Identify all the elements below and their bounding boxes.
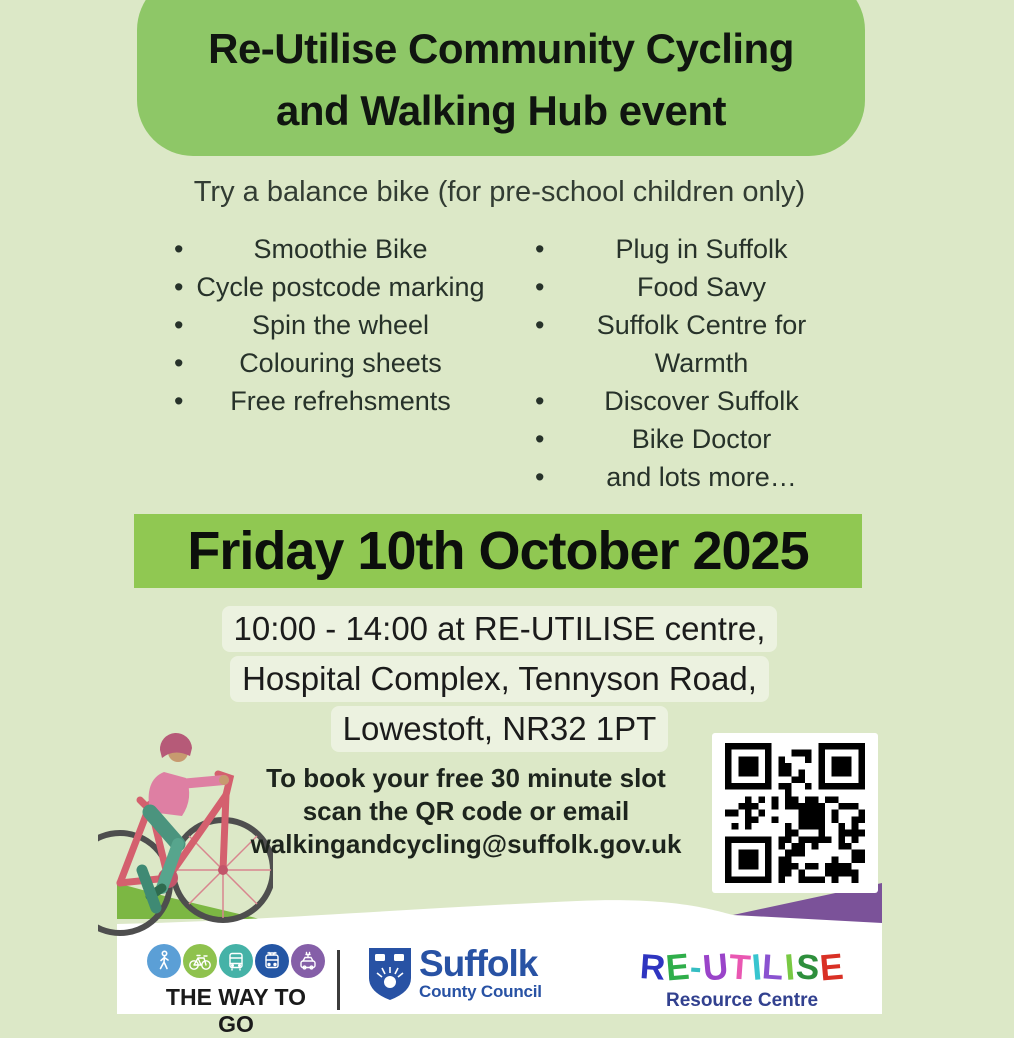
resource-centre-label: Resource Centre	[665, 990, 819, 1011]
booking-line: walkingandcycling@suffolk.gov.uk	[250, 829, 682, 859]
reutilise-letter: I	[783, 946, 798, 989]
activities-column-right	[503, 230, 864, 496]
activity-label: Bike Doctor	[631, 424, 772, 454]
activity-list-item	[142, 268, 503, 306]
suffolk-shield-icon	[367, 946, 413, 1002]
activity-label: Colouring sheets	[239, 348, 442, 378]
activity-list-item	[142, 230, 503, 268]
bus-icon	[219, 944, 253, 978]
qr-code	[712, 733, 878, 893]
activity-list-item	[142, 382, 503, 420]
suffolk-county-council-logo	[367, 943, 542, 1002]
reutilise-letter: L	[761, 947, 787, 988]
activity-label: Discover Suffolk	[604, 386, 799, 416]
activity-list-item	[503, 306, 864, 382]
activity-list-item	[142, 344, 503, 382]
bullet-icon: •	[174, 310, 184, 340]
suffolk-logo-subtitle: County Council	[419, 982, 542, 1001]
address-line: Lowestoft, NR32 1PT	[117, 706, 882, 752]
booking-line: To book your free 30 minute slot	[266, 763, 666, 793]
event-title-line-1: Re-Utilise Community Cycling	[208, 25, 794, 72]
footer-divider	[337, 950, 340, 1010]
activities-lists	[142, 230, 864, 496]
event-date-banner: Friday 10th October 2025	[134, 514, 862, 588]
bicycle-icon	[183, 944, 217, 978]
bullet-icon: •	[535, 386, 545, 416]
pedestrian-icon	[147, 944, 181, 978]
bullet-icon: •	[535, 462, 545, 492]
activity-list-item	[503, 458, 864, 496]
bullet-icon: •	[535, 272, 545, 302]
train-icon	[255, 944, 289, 978]
transport-icons-row	[145, 944, 327, 978]
activity-label: Spin the wheel	[251, 310, 430, 340]
front-hub	[218, 865, 228, 875]
reutilise-letter: E	[664, 946, 693, 989]
reutilise-letter: U	[701, 945, 731, 990]
activity-label: Food Savy	[636, 272, 767, 302]
activity-label: Cycle postcode marking	[196, 272, 485, 302]
bullet-icon: •	[535, 310, 545, 340]
suffolk-logo-name: Suffolk	[419, 943, 538, 984]
booking-line: scan the QR code or email	[302, 796, 630, 826]
event-title-banner	[137, 0, 865, 156]
activity-label: Plug in Suffolk	[615, 234, 788, 264]
activity-label: Suffolk Centre for Warmth	[596, 310, 807, 378]
way-to-go-logo	[145, 944, 327, 1038]
bullet-icon: •	[535, 424, 545, 454]
activity-list-item	[503, 382, 864, 420]
subtitle-balance-bike: Try a balance bike (for pre-school children only)	[193, 176, 806, 208]
activity-list-item	[503, 420, 864, 458]
address-line: 10:00 - 14:00 at RE-UTILISE centre,	[117, 606, 882, 652]
way-to-go-label: THE WAY TO GO	[165, 984, 307, 1037]
activity-list-item	[503, 230, 864, 268]
activity-list-item	[142, 306, 503, 344]
reutilise-letter: S	[794, 947, 822, 988]
rider-rear-leg	[142, 870, 156, 908]
address-line: Hospital Complex, Tennyson Road,	[117, 656, 882, 702]
bullet-icon: •	[174, 348, 184, 378]
event-title-line-2: and Walking Hub event	[276, 87, 726, 134]
bullet-icon: •	[174, 234, 184, 264]
bullet-icon: •	[535, 234, 545, 264]
activity-label: Free refrehsments	[230, 386, 451, 416]
activity-label: Smoothie Bike	[253, 234, 428, 264]
bullet-icon: •	[174, 272, 184, 302]
bullet-icon: •	[174, 386, 184, 416]
activities-column-left	[142, 230, 503, 496]
reutilise-wordmark	[617, 945, 867, 990]
reutilise-letter: R	[638, 947, 668, 988]
footer-logos	[117, 940, 882, 1037]
electric-car-icon	[291, 944, 325, 978]
booking-instructions	[152, 762, 780, 861]
reutilise-letter: -	[689, 947, 705, 988]
reutilise-resource-centre-logo	[617, 945, 867, 1012]
reutilise-letter: T	[727, 947, 754, 988]
reutilise-letter: I	[749, 946, 765, 989]
reutilise-letter: E	[818, 946, 846, 989]
activity-label: and lots more…	[606, 462, 797, 492]
activity-list-item	[503, 268, 864, 306]
qr-code-pattern	[725, 743, 865, 883]
